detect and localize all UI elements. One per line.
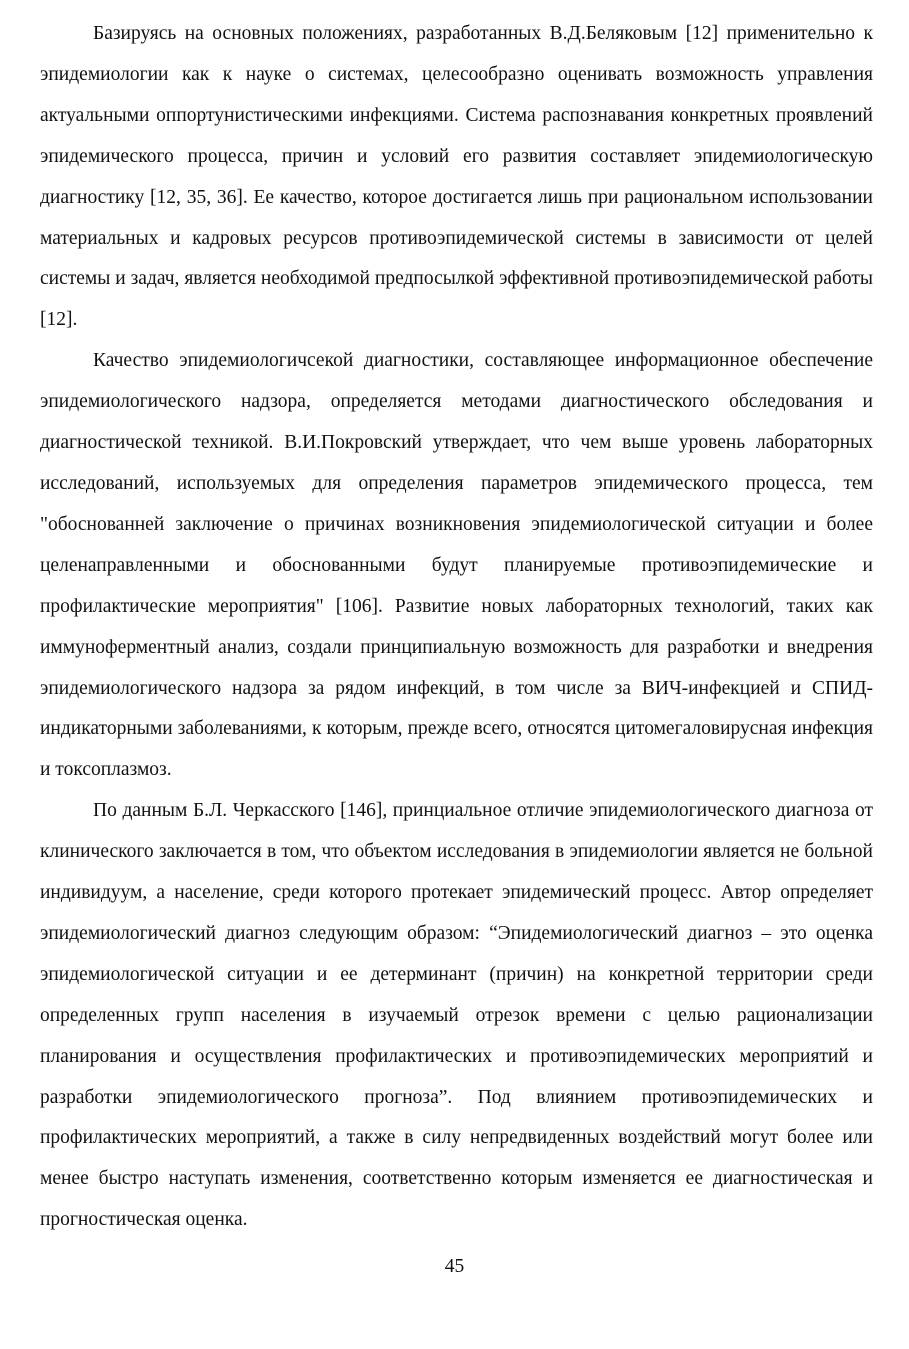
document-body: [40, 14, 873, 1241]
paragraph-3: По данным Б.Л. Черкасского [146], принциальное отличие эпидемиологического диагноза от клинического заключается в том, что объектом исследования в эпидемиологии является не больной индивидуум, а население, среди которого протекает эпидемический процесс. Автор определяет эпидемиологический диагноз следующим образом: “Эпидемиологический диагноз – это оценка эпидемиологической ситуации и ее детерминант (причин) на конкретной территории среди определенных групп населения в изучаемый отрезок времени с целью рационализации планирования и осуществления профилактических и противоэпидемических мероприятий и разработки эпидемиологического прогноза”. Под влиянием противоэпидемических и профилактических мероприятий, а также в силу непредвиденных воздействий могут более или менее быстро наступать изменения, соответственно которым изменяется ее диагностическая и прогностическая оценка.: [40, 800, 873, 1231]
paragraph-2: Качество эпидемиологичсекой диагностики, составляющее информационное обеспечение эпидемиологического надзора, определяется методами диагностического обследования и диагностической техникой. В.И.Покровский утверждает, что чем выше уровень лабораторных исследований, используемых для определения параметров эпидемического процесса, тем "обоснованней заключение о причинах возникновения эпидемиологической ситуации и более целенаправленными и обоснованными будут планируемые противоэпидемические и профилактические мероприятия" [106]. Развитие новых лабораторных технологий, таких как иммуноферментный анализ, создали принципиальную возможность для разработки и внедрения эпидемиологического надзора за рядом инфекций, в том числе за ВИЧ-инфекцией и СПИД-индикаторными заболеваниями, к которым, прежде всего, относятся цитомегаловирусная инфекция и токсоплазмоз.: [40, 350, 873, 781]
paragraph-1: Базируясь на основных положениях, разработанных В.Д.Беляковым [12] применительно к эпидемиологии как к науке о системах, целесообразно оценивать возможность управления актуальными оппортунистическими инфекциями. Система распознавания конкретных проявлений эпидемического процесса, причин и условий его развития составляет эпидемиологическую диагностику [12, 35, 36]. Ее качество, которое достигается лишь при рациональном использовании материальных и кадровых ресурсов противоэпидемической системы в зависимости от целей системы и задач, является необходимой предпосылкой эффективной противоэпидемической работы [12].: [40, 23, 873, 331]
page-number: 45: [444, 1256, 465, 1277]
